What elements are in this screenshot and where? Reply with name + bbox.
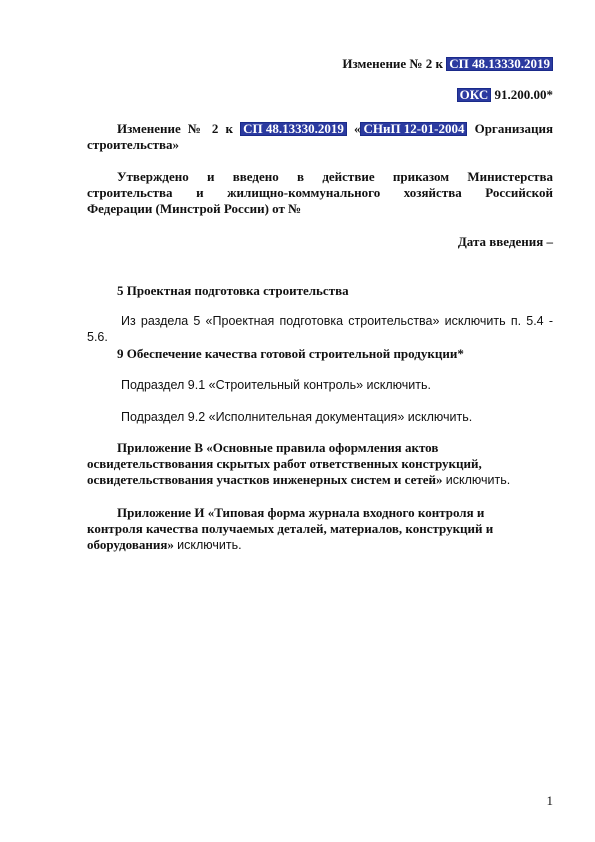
title-line-1 bbox=[87, 121, 553, 137]
title-snip-link[interactable]: СНиП 12-01-2004 bbox=[360, 122, 467, 136]
section-5-text bbox=[87, 313, 553, 345]
section-9-para-2: Подраздел 9.2 «Исполнительная документация» исключить. bbox=[121, 410, 473, 424]
approval-line-2: строительства и жилищно-коммунального хозяйства Российской bbox=[87, 185, 553, 200]
approval-text bbox=[87, 169, 553, 217]
appendix-b-line-3-rest: исключить. bbox=[445, 473, 511, 487]
appendix-b-line-2: освидетельствования скрытых работ ответственных конструкций, bbox=[87, 456, 482, 471]
appendix-i-line-1: Приложение И «Типовая форма журнала входного контроля и bbox=[117, 505, 485, 520]
page-number: 1 bbox=[546, 793, 553, 808]
intro-date: Дата введения – bbox=[457, 234, 553, 249]
header-change-prefix: Изменение № 2 к bbox=[342, 56, 443, 71]
section-9-heading: 9 Обеспечение качества готовой строительной продукции* bbox=[117, 346, 464, 361]
appendix-i-line-3-rest: исключить. bbox=[177, 538, 242, 552]
title-quote-open: « bbox=[353, 121, 361, 136]
appendix-b-line-3-bold: освидетельствования участков инженерных систем и сетей» bbox=[87, 472, 443, 487]
appendix-b-line-1: Приложение В «Основные правила оформления актов bbox=[117, 440, 439, 455]
oks-code: 91.200.00* bbox=[494, 87, 553, 102]
section-9-para-1: Подраздел 9.1 «Строительный контроль» исключить. bbox=[121, 378, 431, 392]
oks-link[interactable]: ОКС bbox=[457, 88, 492, 102]
header-sp-link[interactable]: СП 48.13330.2019 bbox=[446, 57, 553, 71]
appendix-b bbox=[87, 440, 553, 488]
appendix-i-line-3-bold: оборудования» bbox=[87, 537, 174, 552]
approval-line-3: Федерации (Минстрой России) от № bbox=[87, 201, 302, 216]
appendix-i-line-2: контроля качества получаемых деталей, материалов, конструкций и bbox=[87, 521, 494, 536]
title-rest: Организация bbox=[474, 121, 554, 136]
title-prefix: Изменение № 2 к bbox=[117, 121, 233, 136]
approval-line-1: Утверждено и введено в действие приказом Министерства bbox=[117, 169, 553, 184]
document-title bbox=[87, 121, 553, 153]
title-line-2: строительства» bbox=[87, 137, 180, 152]
appendix-i-line-3 bbox=[87, 537, 553, 553]
title-sp-link[interactable]: СП 48.13330.2019 bbox=[240, 122, 347, 136]
section-5-line-1: Из раздела 5 «Проектная подготовка строительства» исключить п. 5.4 - bbox=[121, 314, 553, 328]
appendix-b-line-3 bbox=[87, 472, 553, 488]
appendix-i bbox=[87, 505, 553, 553]
section-5-heading: 5 Проектная подготовка строительства bbox=[117, 283, 349, 298]
oks-line bbox=[457, 87, 553, 103]
header-change-line bbox=[342, 56, 553, 72]
section-5-line-2: 5.6. bbox=[87, 330, 108, 344]
